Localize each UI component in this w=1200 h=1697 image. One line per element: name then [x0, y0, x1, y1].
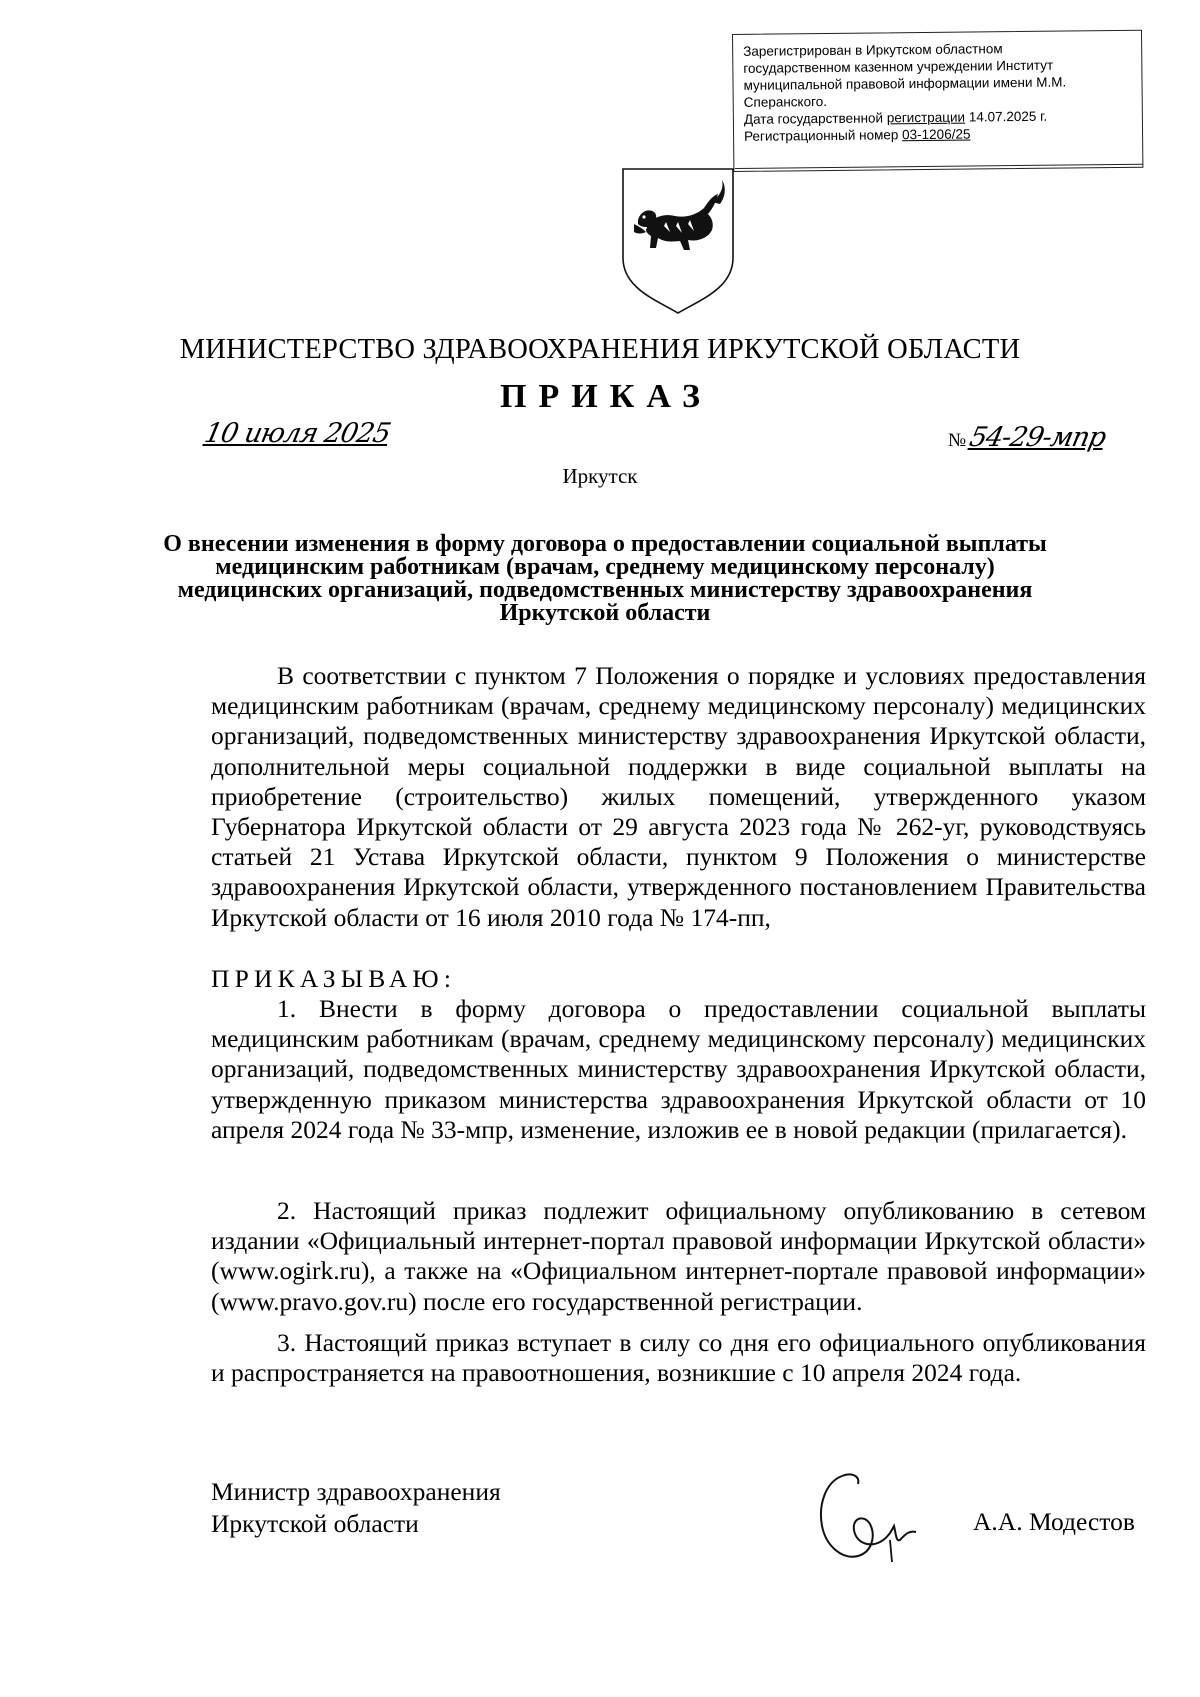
stamp-number-value: 03-1206/25 — [902, 126, 971, 143]
order-item-3: 3. Настоящий приказ вступает в силу со дня его официального опубликования и распространяется на правоотношения, возникшие с 10 апреля 2024 года. — [211, 1328, 1146, 1388]
document-type: ПРИКАЗ — [500, 378, 712, 415]
stamp-line-3: муниципальной правовой информации имени М.М. — [743, 74, 1067, 93]
stamp-line-1: Зарегистрирован в Иркутском областном — [743, 41, 1003, 59]
stamp-date-value: 14.07.2025 г. — [968, 108, 1048, 125]
document-title: О внесении изменения в форму договора о предоставлении социальной выплаты медицинским работникам (врачам, среднему медицинскому персоналу) медицинских организаций, подведомственных министерству здравоохранения Иркутской области — [163, 531, 1047, 626]
stamp-registration-number — [744, 124, 1132, 145]
order-item-2: 2. Настоящий приказ подлежит официальному опубликованию в сетевом издании «Официальный интернет-портал правовой информации Иркутской области» (www.ogirk.ru), а также на «Официальном интернет-портале правовой информации» (www.pravo.gov.ru) после его государственной регистрации. — [211, 1196, 1146, 1316]
coat-of-arms-icon — [620, 166, 736, 316]
signer-position — [211, 1476, 501, 1540]
stamp-date-label-underlined: регистрации — [886, 109, 966, 126]
signer-position-line-2: Иркутской области — [211, 1509, 419, 1538]
city: Иркутск — [562, 464, 638, 488]
order-word: ПРИКАЗЫВАЮ: — [211, 964, 457, 993]
signer-position-line-1: Министр здравоохранения — [211, 1477, 501, 1506]
handwritten-number: 54-29-мпр — [966, 422, 1109, 453]
registration-stamp — [732, 30, 1143, 172]
stamp-number-label: Регистрационный номер — [743, 127, 899, 144]
preamble-paragraph: В соответствии с пунктом 7 Положения о порядке и условиях предоставления медицинским работникам (врачам, среднему медицинскому персоналу) медицинских организаций, подведомственных министерству здравоохранения Иркутской области, дополнительной меры социальной поддержки в виде социальной выплаты на приобретение (строительство) жилых помещений, утвержденного указом Губернатора Иркутской области от 29 августа 2023 года № 262-уг, руководствуясь статьей 21 Устава Иркутской области, пунктом 9 Положения о министерстве здравоохранения Иркутской области, утвержденного постановлением Правительства Иркутской области от 16 июля 2010 года № 174-пп, — [211, 661, 1146, 932]
number-sign: № — [948, 430, 967, 451]
stamp-line-2: государственном казенном учреждении Институт — [743, 57, 1054, 76]
ministry-title: МИНИСТЕРСТВО ЗДРАВООХРАНЕНИЯ ИРКУТСКОЙ ОБЛАСТИ — [179, 334, 1021, 365]
handwritten-signature — [812, 1470, 922, 1566]
order-item-1: 1. Внести в форму договора о предоставлении социальной выплаты медицинским работникам (врачам, среднему медицинскому персоналу) медицинских организаций, подведомственных министерству здравоохранения Иркутской области, утвержденную приказом министерства здравоохранения Иркутской области от 10 апреля 2024 года № 33-мпр, изменение, изложив ее в новой редакции (прилагается). — [211, 994, 1146, 1144]
stamp-line-4: Сперанского. — [743, 94, 828, 110]
stamp-date-label: Дата государственной — [743, 110, 884, 127]
handwritten-date: 10 июля 2025 — [201, 418, 393, 449]
document-number — [948, 422, 1109, 453]
signer-name: А.А. Модестов — [973, 1507, 1135, 1536]
